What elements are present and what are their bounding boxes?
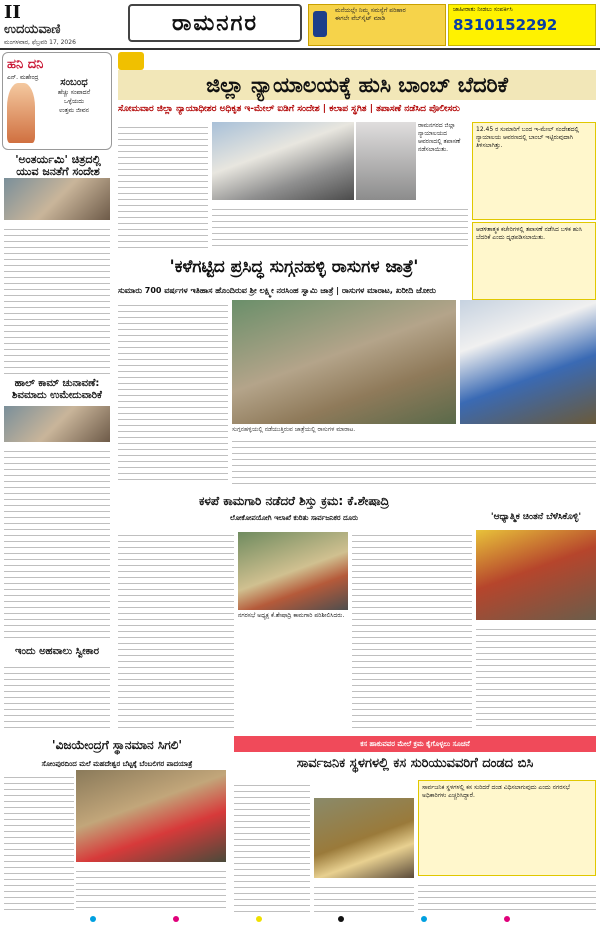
sidebar-article-body-3 xyxy=(4,662,110,732)
garbage-article-body xyxy=(234,780,310,912)
main-subhead: ಸೋಮವಾರ ಜಿಲ್ಲಾ ನ್ಯಾಯಾಧೀಶರ ಅಧಿಕೃತ ಇ-ಮೇಲ್ ಐಡಿಗೆ ಸಂದೇಶ | ಕಲಾಪ ಸ್ಥಗಿತ | ತಪಾಸಣೆ ನಡೆಸಿದ ಪೊಲೀಸರು xyxy=(118,104,460,114)
sidebar-article-body xyxy=(4,224,110,374)
ad-banner-top[interactable] xyxy=(308,4,446,46)
honey-illustration xyxy=(7,83,35,143)
works-subhead: ಲೋಕೋಪಯೋಗಿ ಇಲಾಖೆ ಕುರಿತು ಸಾರ್ವಜನಿಕರ ದೂರು xyxy=(230,514,358,522)
black-dot xyxy=(338,916,344,922)
magenta-dot xyxy=(173,916,179,922)
main-photo xyxy=(212,122,354,200)
fair-subhead: ಸುಮಾರು 700 ವರ್ಷಗಳ ಇತಿಹಾಸ ಹೊಂದಿರುವ ಶ್ರೀ ಲಕ್ಷ್ಮೀ ನರಸಿಂಹ ಸ್ವಾಮಿ ಜಾತ್ರೆ | ರಾಸುಗಳ ಮಾರಾಟ, ಖರೀದಿ ಜೋರು xyxy=(118,286,436,295)
sidebar-headline-2[interactable]: ಹಾಲ್ ಕಾಮ್ ಚುನಾವಣೆ: ಶಿವಮಾದು ಉಮೇದುವಾರಿಕೆ xyxy=(12,378,102,401)
works-article-body-2 xyxy=(352,530,472,730)
fair-caption: ಸುಗ್ಗನಹಳ್ಳಿಯಲ್ಲಿ ನಡೆಯುತ್ತಿರುವ ಜಾತ್ರೆಯಲ್ಲಿ ರಾಸುಗಳ ಮಾರಾಟ. xyxy=(232,426,356,433)
honey-logo: ಹನಿ ದನಿ xyxy=(7,57,44,72)
sidebar-photo-2 xyxy=(4,406,110,442)
main-headline[interactable]: ಜಿಲ್ಲಾ ನ್ಯಾಯಾಲಯಕ್ಕೆ ಹುಸಿ ಬಾಂಬ್ ಬೆದರಿಕೆ xyxy=(118,70,596,100)
main-article-body-2 xyxy=(212,204,468,248)
sidebar-photo xyxy=(4,178,110,220)
main-photo-2 xyxy=(356,122,416,200)
vijayendra-photo xyxy=(76,770,226,862)
ad-line-2: ಈಗಲೇ ವೆಬ್‌ಸೈಟ್ ಮಾಡಿ xyxy=(335,15,386,22)
works-headline[interactable]: ಕಳಪೆ ಕಾಮಗಾರಿ ನಡೆದರೆ ಶಿಸ್ತು ಕ್ರಮ: ಕೆ.ಶೇಷಾದ್ರಿ xyxy=(199,493,389,508)
main-caption: ರಾಮನಗರದ ಜಿಲ್ಲಾ ನ್ಯಾಯಾಲಯದ ಆವರಣದಲ್ಲಿ ತಪಾಸಣೆ ನಡೆಸಲಾಯಿತು. xyxy=(418,122,461,153)
works-caption: ನಗರಸಭೆ ಅಧ್ಯಕ್ಷ ಕೆ.ಶೇಷಾದ್ರಿ ಕಾಮಗಾರಿ ಪರಿಶೀಲಿಸಿದರು. xyxy=(238,612,345,619)
spiritual-photo xyxy=(476,530,596,620)
sidebar-article-body-2 xyxy=(4,446,110,642)
fair-photo xyxy=(232,300,456,424)
magenta-dot xyxy=(504,916,510,922)
spiritual-headline[interactable]: 'ಆಧ್ಯಾತ್ಮಿಕ ಚಿಂತನೆ ಬೆಳೆಸಿಕೊಳ್ಳಿ' xyxy=(490,512,582,522)
vijayendra-article-body xyxy=(4,772,74,912)
yellow-dot xyxy=(256,916,262,922)
issue-date: ಮಂಗಳವಾರ, ಫೆಬ್ರವರಿ 17, 2026 xyxy=(4,39,76,46)
fair-headline[interactable]: 'ಕಳೆಗಟ್ಟಿದ ಪ್ರಸಿದ್ಧ ಸುಗ್ಗನಹಳ್ಳಿ ರಾಸುಗಳ ಜಾತ್ರೆ' xyxy=(169,257,419,277)
garbage-info-box: ಸಾರ್ವಜನಿಕ ಸ್ಥಳಗಳಲ್ಲಿ ಕಸ ಸುರಿದರೆ ದಂಡ ವಿಧಿಸಲಾಗುವುದು ಎಂದು ನಗರಸಭೆ ಅಧಿಕಾರಿಗಳು ಎಚ್ಚರಿಸಿದ್ದಾರೆ. xyxy=(418,780,596,876)
cyan-dot xyxy=(421,916,427,922)
honey-verse xyxy=(41,77,107,115)
phone-icon xyxy=(313,11,327,37)
ad-phone-number: 8310152292 xyxy=(453,16,558,34)
spiritual-article-body xyxy=(476,624,596,730)
info-box-1: 12.45 ರ ಸುಮಾರಿಗೆ ಬಂದ ಇ-ಮೇಲ್ ಸಂದೇಶದಲ್ಲಿ ನ್ಯಾಯಾಲಯ ಆವರಣದಲ್ಲಿ ಬಾಂಬ್ ಇಟ್ಟಿರುವುದಾಗಿ ತಿಳಿಸಲಾಗಿತ್ತು. xyxy=(472,122,596,220)
vijayendra-article-body-2 xyxy=(76,866,226,912)
vijayendra-headline[interactable]: 'ವಿಜಯೇಂದ್ರಗೆ ಸ್ಥಾನಮಾನ ಸಿಗಲಿ' xyxy=(51,738,183,752)
ad-line-1: ಮನೆಯಲ್ಲೇ ನಿಮ್ಮ ಸಮಸ್ಯೆಗೆ ಪರಿಹಾರ xyxy=(335,7,406,14)
print-registration-marks xyxy=(90,916,510,924)
honey-verse-line: ಒಳ್ಳೆಯದು xyxy=(63,98,85,105)
honey-verse-line: ಹೆಚ್ಚು ಸಂಪಾದನೆ xyxy=(57,89,91,96)
edition-logo xyxy=(118,52,144,70)
paper-logo: ಉದಯವಾಣಿ xyxy=(4,22,61,37)
sidebar-headline-1[interactable]: 'ಅಂತರ್ಯಮಿ' ಚಿತ್ರದಲ್ಲಿ ಯುವ ಜನತೆಗೆ ಸಂದೇಶ xyxy=(15,153,101,178)
garbage-photo xyxy=(314,798,414,878)
garbage-kicker: ಕಸ ಹಾಕುವವರ ಮೇಲೆ ಕ್ರಮ ಕೈಗೊಳ್ಳಲು ಸೂಚನೆ xyxy=(234,736,596,752)
works-article-body xyxy=(118,530,234,730)
info-box-2: ಆಡಳಿತಾತ್ಮಕ ಕಚೇರಿಗಳಲ್ಲಿ ತಪಾಸಣೆ ನಡೆಸಿದ ಬಳಿಕ ಹುಸಿ ಬೆದರಿಕೆ ಎಂದು ದೃಢಪಡಿಸಲಾಯಿತು. xyxy=(472,222,596,300)
sidebar-headline-3[interactable]: ಇಂದು ಅಹವಾಲು ಸ್ವೀಕಾರ xyxy=(15,646,99,657)
ad-banner-right[interactable] xyxy=(448,4,596,46)
ad-right-line: ಜಾಹೀರಾತು ನೀಡಲು ಸಂಪರ್ಕಿಸಿ xyxy=(453,6,513,13)
section-title: ರಾಮನಗರ xyxy=(128,4,302,42)
fair-article-body xyxy=(118,300,228,484)
works-photo xyxy=(238,532,348,610)
honey-verse-line: ಉತ್ತಮ ಜೀವನ xyxy=(59,107,89,114)
honey-author: ಎನ್. ಮಹೇಂದ್ರ xyxy=(7,74,39,81)
garbage-headline[interactable]: ಸಾರ್ವಜನಿಕ ಸ್ಥಳಗಳಲ್ಲಿ ಕಸ ಸುರಿಯುವವರಿಗೆ ದಂಡದ ಬಿಸಿ xyxy=(296,756,534,771)
page-number: II xyxy=(4,2,21,23)
masthead-rule xyxy=(0,48,600,50)
honey-column xyxy=(2,52,112,150)
cyan-dot xyxy=(90,916,96,922)
honey-verse-title: ಸಂಬಂಧ xyxy=(60,77,88,88)
garbage-article-body-2 xyxy=(314,882,414,912)
main-article-body xyxy=(118,122,208,248)
vijayendra-subhead: ಸೋಂಪುರದಿಂದ ಮಲೆ ಮಹದೇಶ್ವರ ಬೆಟ್ಟಕ್ಕೆ ಬೆಂಬಲಿಗರ ಪಾದಯಾತ್ರೆ xyxy=(41,760,193,768)
garbage-article-body-3 xyxy=(418,880,596,912)
fair-article-body-2 xyxy=(232,436,596,486)
fair-photo-2 xyxy=(460,300,596,424)
